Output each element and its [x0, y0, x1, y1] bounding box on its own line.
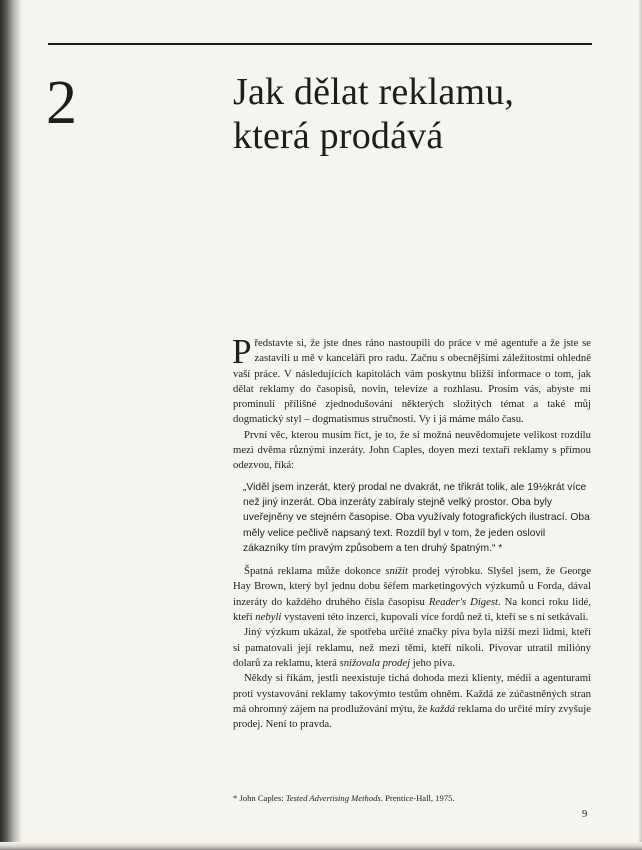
emphasis-readers-digest: Reader's Digest — [428, 595, 499, 608]
paragraph-5-text-a: Někdy si říkám, jestli neexistuje tichá dohoda mezi klienty, médii a agenturami proti vystavování reklamy takovýmto testům ohněm. Každá ze zúčastněných stran má ohromný zájem na prodlužování mýtu, že — [233, 672, 591, 715]
paragraph-2: První věc, kterou musím říct, je to, že si možná neuvědomujete velikost rozdílu mezi dvěma různými inzeráty. John Caples, doyen mezi textaři reklamy s přímou odezvou, říká: — [233, 428, 591, 472]
paragraph-3 — [233, 564, 591, 625]
emphasis-snizovala-prodej: snižovala prodej — [339, 656, 411, 669]
paragraph-4-text-b: jeho piva. — [410, 656, 455, 669]
chapter-title-line-1: Jak dělat reklamu, — [233, 71, 515, 113]
chapter-title — [233, 70, 593, 158]
paragraph-3-text-d: vystaveni této inzerci, kupovali více fordů než ti, kteří se s ní setkávali. — [281, 611, 589, 624]
body-text — [232, 332, 591, 732]
footnote-title: Tested Advertising Methods — [285, 793, 381, 803]
page-number: 9 — [582, 809, 588, 820]
emphasis-nebyli: nebyli — [255, 611, 282, 624]
chapter-number: 2 — [46, 69, 77, 137]
paragraph-5 — [233, 671, 591, 732]
paragraph-4-text-a: Jiný výzkum ukázal, že spotřeba určité značky piva byla nižší mezi lidmi, kteří si pamatovali její reklamu, než mezi těmi, kteří nikoli. Pivovar utratil milióny dolarů za reklamu, která — [233, 626, 591, 669]
paragraph-4 — [233, 625, 591, 671]
footnote — [233, 792, 591, 804]
chapter-title-line-2: která prodává — [233, 115, 444, 157]
drop-cap: P — [232, 332, 252, 371]
book-gutter-shadow — [0, 0, 22, 850]
top-rule — [48, 43, 592, 45]
paragraph-1 — [232, 332, 591, 428]
footnote-prefix: * John Caples: — [233, 793, 286, 803]
paragraph-3-text-c: . Na konci roku lidé, kteří — [233, 595, 591, 624]
paragraph-3-text-b: prodej výrobku. Slyšel jsem, že George Hay Brown, který byl jednu dobu šéfem marketingových výzkumů u Forda, dával inzeráty do každého druhého čísla časopisu — [233, 565, 591, 608]
paragraph-3-text-a: Špatná reklama může dokonce — [244, 565, 386, 578]
footnote-suffix: . Prentice-Hall, 1975. — [380, 793, 455, 803]
emphasis-kazda: každá — [430, 702, 455, 715]
paragraph-1-text: ředstavte si, že jste dnes ráno nastoupili do práce v mé agentuře a že jste se zastavili u mě v kanceláři pro radu. Začnu s obecnějšími záležitostmi ohledně vaší práce. V následujících kapitolách vám poskytnu bližší informace o tom, jak dělat reklamy do časopisů, novin, televize a rozhlasu. Prosím vás, abyste mi prominuli přílišné zjednodušování některých složitých témat a také můj dogmatický styl – dogmatismus stručnosti. Vy i já máme málo času. — [233, 337, 591, 426]
emphasis-snizit: snížit — [385, 565, 408, 578]
block-quote: „Viděl jsem inzerát, který prodal ne dvakrát, ne třikrát tolik, ale 19½krát více než jiný inzerát. Oba inzeráty zabíraly stejně velký prostor. Oba byly uveřejněny ve stejném časopise. Oba využívaly fotografických ilustrací. Oba měly velice pečlivě napsaný text. Rozdíl byl v tom, že jeden oslovil zákazníky tím pravým způsobem a ten druhý špatným.“ * — [243, 481, 590, 554]
page-right-edge — [638, 0, 642, 850]
page-bottom-edge — [0, 842, 642, 850]
paragraph-5-text-b: reklama do určité míry zvyšuje prodej. Není to pravda. — [233, 702, 591, 731]
